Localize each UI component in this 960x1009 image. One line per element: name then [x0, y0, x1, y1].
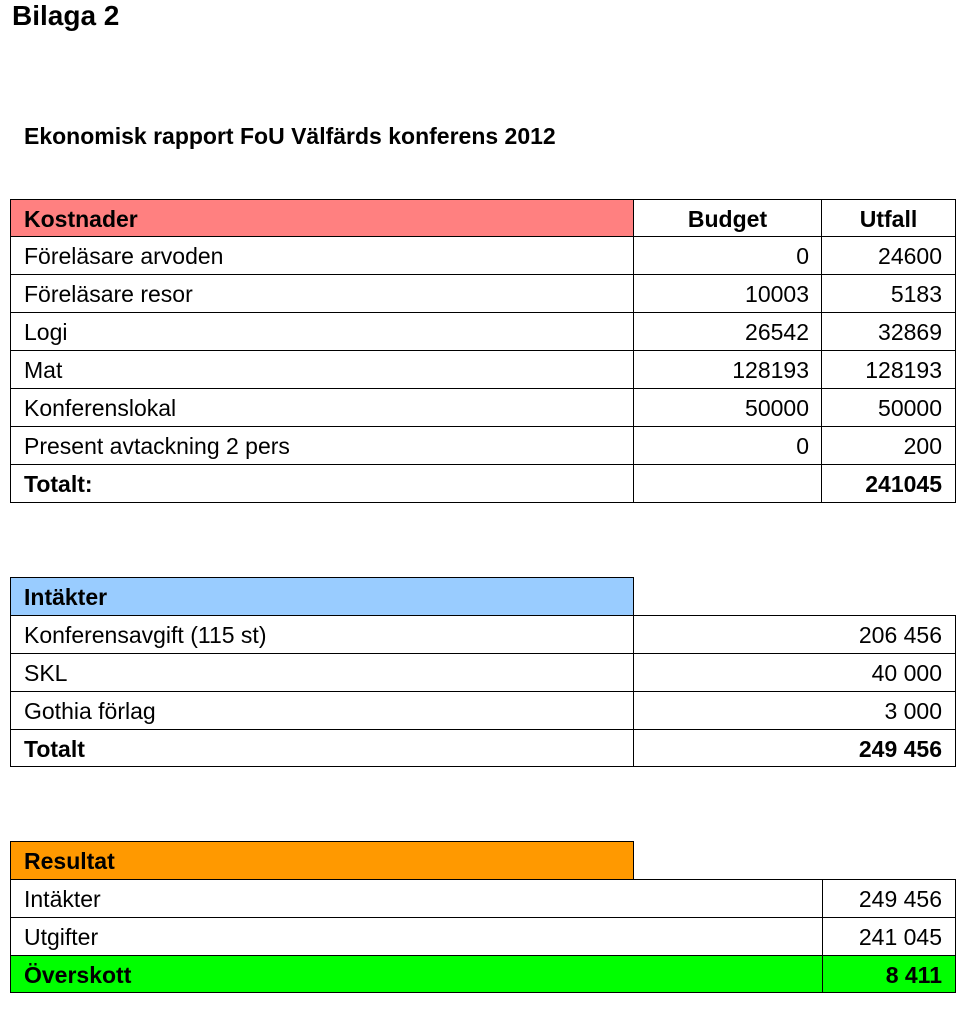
surplus-value: 8 411 [822, 955, 956, 993]
cost-outcome: 128193 [822, 351, 956, 389]
cost-outcome: 200 [822, 427, 956, 465]
cost-label: Föreläsare resor [10, 275, 634, 313]
costs-row [10, 389, 956, 427]
costs-row [10, 351, 956, 389]
costs-row [10, 427, 956, 465]
cost-budget: 50000 [634, 389, 822, 427]
outcome-column-header: Utfall [822, 199, 956, 237]
result-label: Utgifter [10, 917, 822, 955]
cost-budget: 128193 [634, 351, 822, 389]
cost-outcome: 32869 [822, 313, 956, 351]
costs-rows [10, 237, 956, 465]
income-header-row [10, 577, 956, 615]
income-value: 3 000 [634, 691, 956, 729]
costs-total-label: Totalt: [10, 465, 634, 503]
income-label: SKL [10, 653, 634, 691]
income-header-label: Intäkter [10, 577, 634, 615]
result-rows [10, 879, 956, 955]
cost-label: Mat [10, 351, 634, 389]
cost-label: Logi [10, 313, 634, 351]
costs-total-budget [634, 465, 822, 503]
costs-total-row [10, 465, 956, 503]
income-total-value: 249 456 [634, 729, 956, 767]
income-row [10, 615, 956, 653]
costs-row [10, 313, 956, 351]
report-title: Ekonomisk rapport FoU Välfärds konferens 2012 [24, 123, 556, 149]
page-heading: Bilaga 2 [12, 0, 120, 31]
result-label: Intäkter [10, 879, 822, 917]
costs-table [10, 199, 956, 503]
cost-outcome: 5183 [822, 275, 956, 313]
costs-header-row [10, 199, 956, 237]
surplus-row [10, 955, 956, 993]
cost-label: Konferenslokal [10, 389, 634, 427]
budget-column-header: Budget [634, 199, 822, 237]
income-value: 206 456 [634, 615, 956, 653]
result-value: 241 045 [822, 917, 956, 955]
result-row [10, 917, 956, 955]
cost-label: Föreläsare arvoden [10, 237, 634, 275]
cost-budget: 10003 [634, 275, 822, 313]
income-label: Gothia förlag [10, 691, 634, 729]
income-row [10, 653, 956, 691]
income-total-row [10, 729, 956, 767]
result-header-row [10, 841, 956, 879]
result-value: 249 456 [822, 879, 956, 917]
costs-row [10, 237, 956, 275]
costs-header-label: Kostnader [10, 199, 634, 237]
cost-budget: 0 [634, 237, 822, 275]
result-header-label: Resultat [10, 841, 634, 879]
cost-outcome: 50000 [822, 389, 956, 427]
cost-budget: 0 [634, 427, 822, 465]
cost-outcome: 24600 [822, 237, 956, 275]
income-rows [10, 615, 956, 729]
costs-row [10, 275, 956, 313]
result-row [10, 879, 956, 917]
income-total-label: Totalt [10, 729, 634, 767]
income-table [10, 577, 956, 767]
result-table [10, 841, 956, 993]
surplus-label: Överskott [10, 955, 822, 993]
income-label: Konferensavgift (115 st) [10, 615, 634, 653]
income-row [10, 691, 956, 729]
cost-budget: 26542 [634, 313, 822, 351]
income-value: 40 000 [634, 653, 956, 691]
costs-total-outcome: 241045 [822, 465, 956, 503]
cost-label: Present avtackning 2 pers [10, 427, 634, 465]
